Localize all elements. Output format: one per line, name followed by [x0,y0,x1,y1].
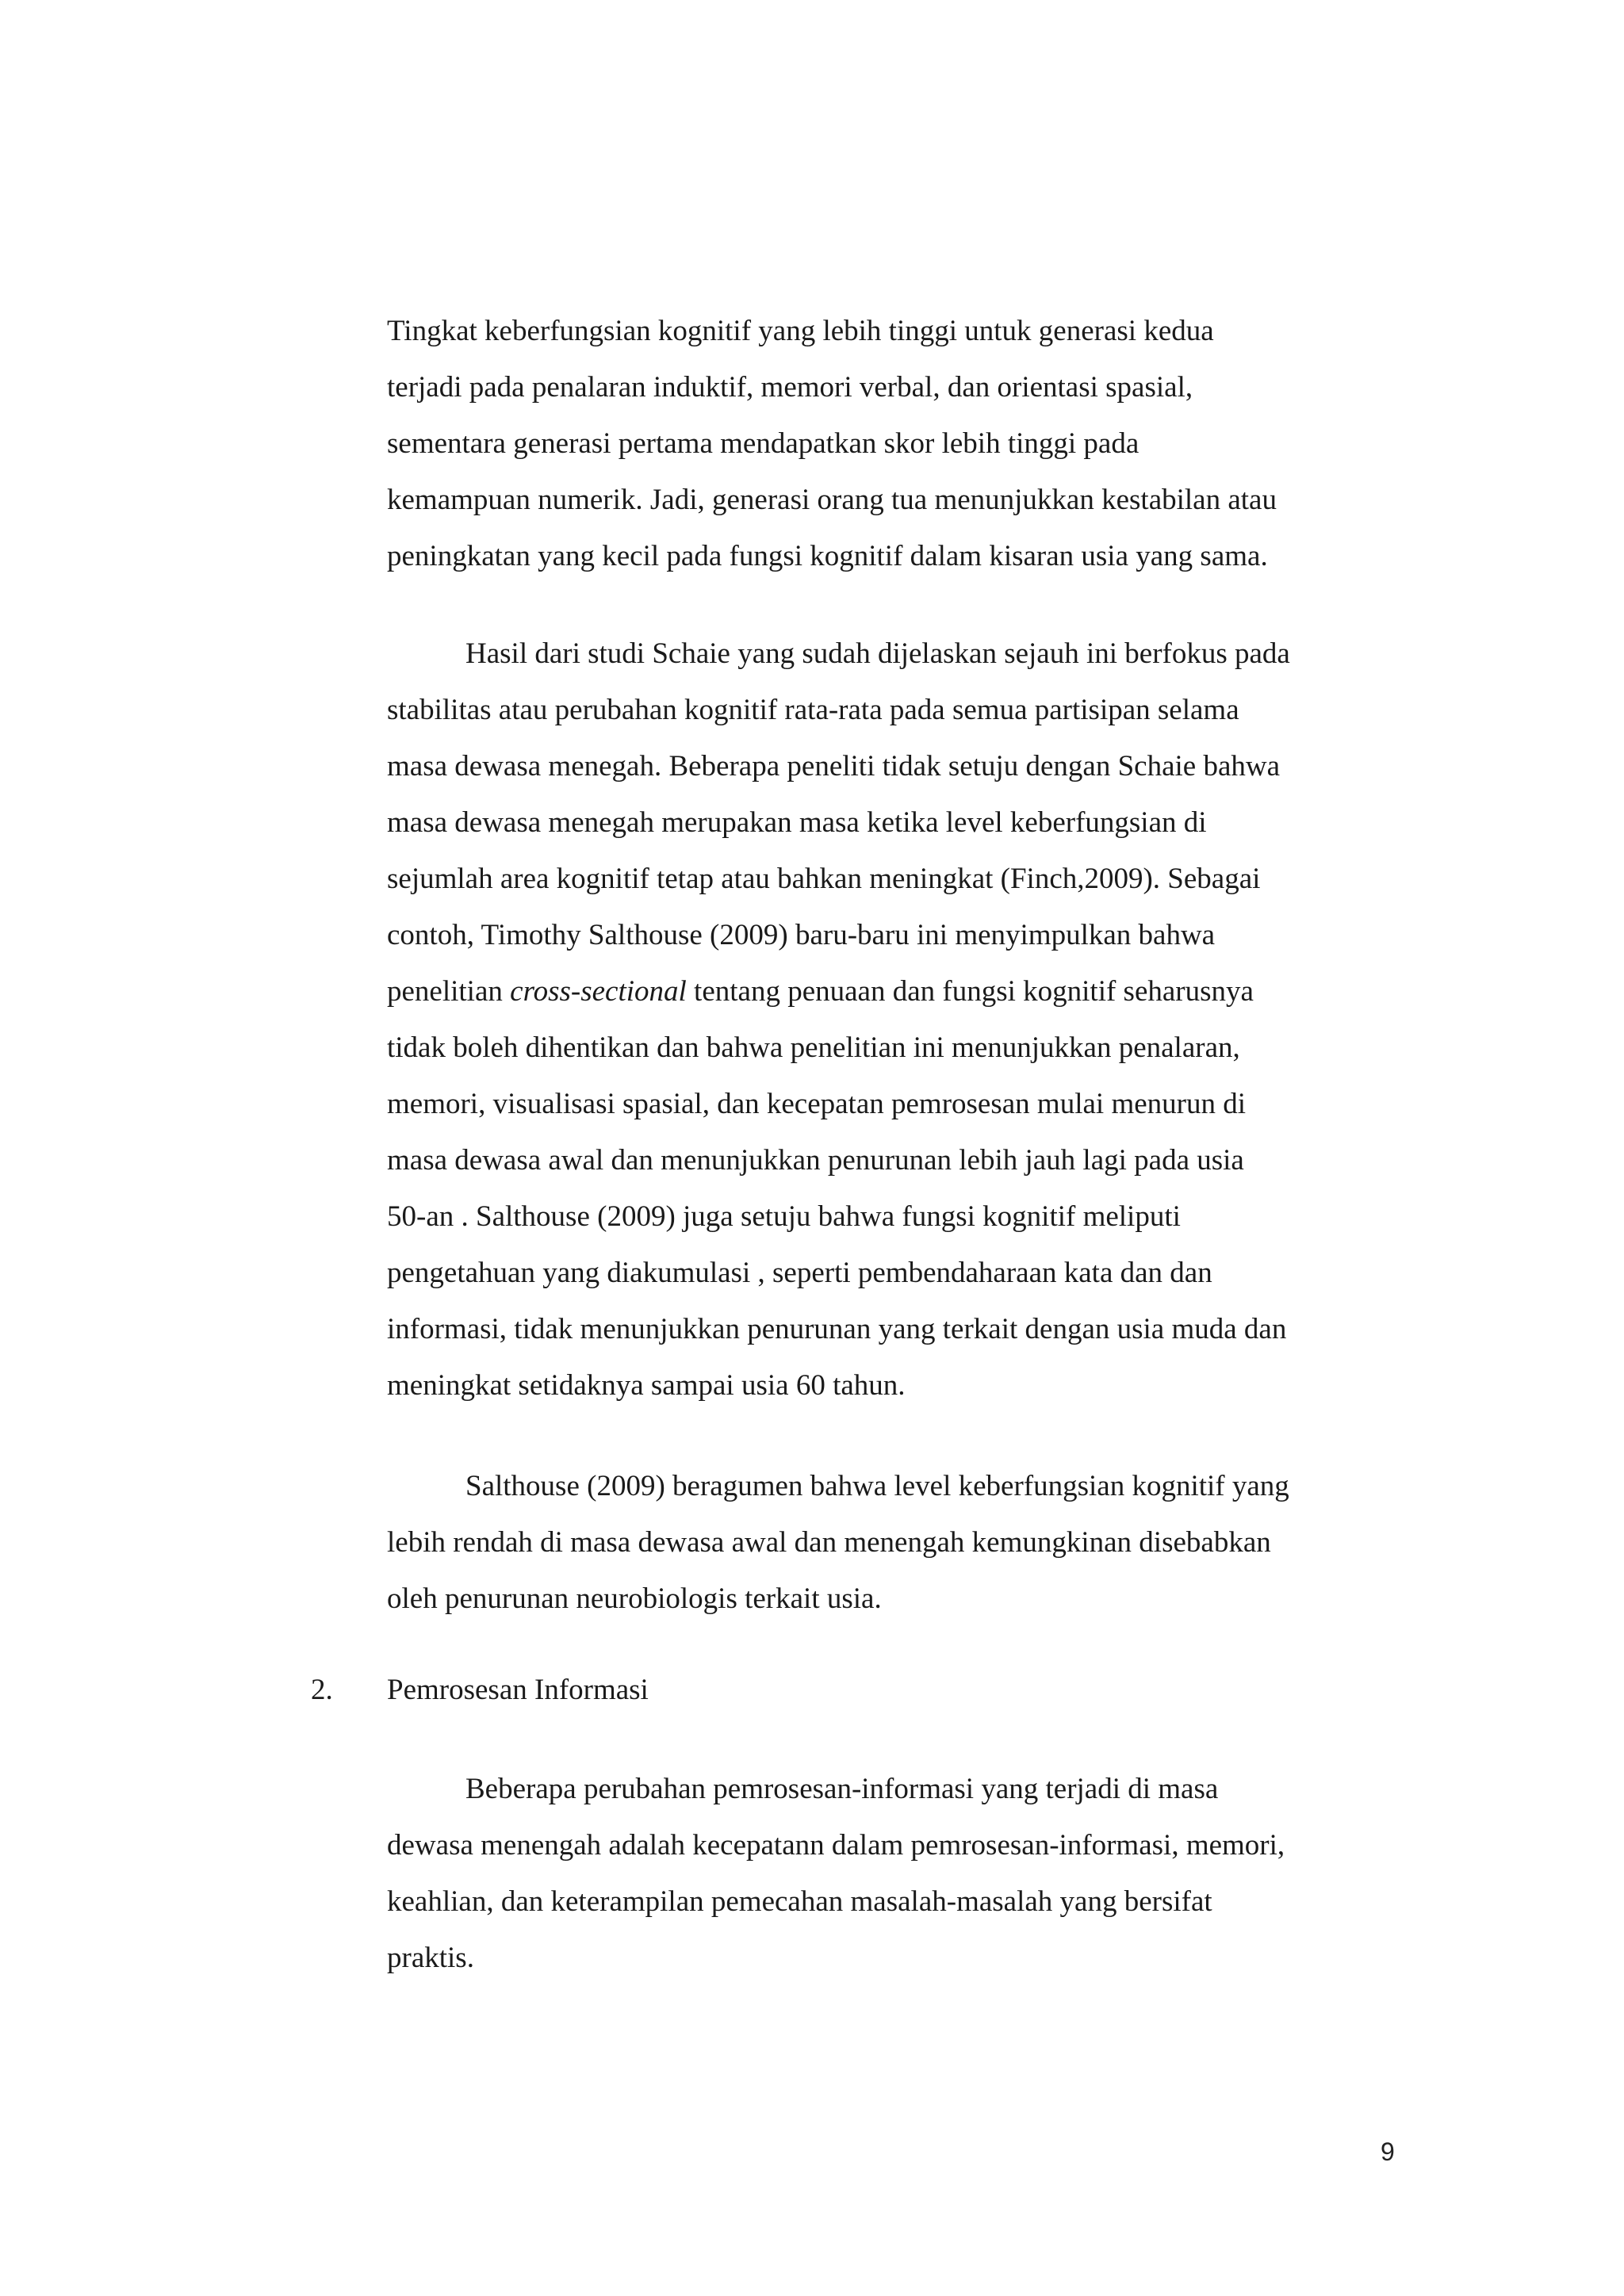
paragraph-line: Tingkat keberfungsian kognitif yang lebih tinggi untuk generasi kedua [387,315,1214,347]
paragraph-line: stabilitas atau perubahan kognitif rata-rata pada semua partisipan selama [387,694,1239,726]
line-prefix: penelitian [387,975,511,1008]
paragraph-line: praktis. [387,1942,474,1974]
paragraph-line: tidak boleh dihentikan dan bahwa penelitian ini menunjukkan penalaran, [387,1031,1240,1064]
paragraph-line: Salthouse (2009) beragumen bahwa level keberfungsian kognitif yang [465,1470,1289,1502]
paragraph-line: kemampuan numerik. Jadi, generasi orang tua menunjukkan kestabilan atau [387,484,1277,516]
paragraph-3 [387,1458,1418,1627]
paragraph-line: oleh penurunan neurobiologis terkait usia. [387,1582,882,1615]
paragraph-line: Beberapa perubahan pemrosesan-informasi yang terjadi di masa [465,1773,1219,1805]
paragraph-line: informasi, tidak menunjukkan penurunan yang terkait dengan usia muda dan [387,1313,1287,1345]
paragraph-line: pengetahuan yang diakumulasi , seperti pembendaharaan kata dan dan [387,1257,1212,1289]
paragraph-line-with-italic [387,963,1418,1020]
section-title: Pemrosesan Informasi [387,1674,649,1706]
italic-term: cross-sectional [510,975,687,1008]
paragraph-line: keahlian, dan keterampilan pemecahan masalah-masalah yang bersifat [387,1885,1212,1918]
paragraph-line: contoh, Timothy Salthouse (2009) baru-baru ini menyimpulkan bahwa [387,919,1216,951]
paragraph-line: masa dewasa awal dan menunjukkan penurunan lebih jauh lagi pada usia [387,1144,1244,1177]
paragraph-line: lebih rendah di masa dewasa awal dan menengah kemungkinan disebabkan [387,1526,1271,1559]
paragraph-4 [387,1761,1418,1986]
paragraph-line: memori, visualisasi spasial, dan kecepatan pemrosesan mulai menurun di [387,1088,1246,1120]
paragraph-line: sementara generasi pertama mendapatkan skor lebih tinggi pada [387,427,1139,460]
section-number: 2. [311,1674,333,1706]
paragraph-line: sejumlah area kognitif tetap atau bahkan meningkat (Finch,2009). Sebagai [387,863,1261,895]
paragraph-line: peningkatan yang kecil pada fungsi kognitif dalam kisaran usia yang sama. [387,540,1268,572]
paragraph-line: dewasa menengah adalah kecepatann dalam pemrosesan-informasi, memori, [387,1829,1285,1862]
paragraph-line: 50-an . Salthouse (2009) juga setuju bahwa fungsi kognitif meliputi [387,1200,1181,1233]
paragraph-line: masa dewasa menegah. Beberapa peneliti tidak setuju dengan Schaie bahwa [387,750,1281,783]
paragraph-2 [387,626,1418,1414]
paragraph-line: masa dewasa menegah merupakan masa ketika level keberfungsian di [387,806,1207,839]
line-suffix: tentang penuaan dan fungsi kognitif seharusnya [686,975,1254,1008]
paragraph-1 [387,303,1418,584]
paragraph-line: meningkat setidaknya sampai usia 60 tahun. [387,1369,906,1402]
page-number: 9 [1381,2137,1395,2166]
paragraph-line: Hasil dari studi Schaie yang sudah dijelaskan sejauh ini berfokus pada [465,637,1290,670]
paragraph-line: terjadi pada penalaran induktif, memori verbal, dan orientasi spasial, [387,371,1193,404]
